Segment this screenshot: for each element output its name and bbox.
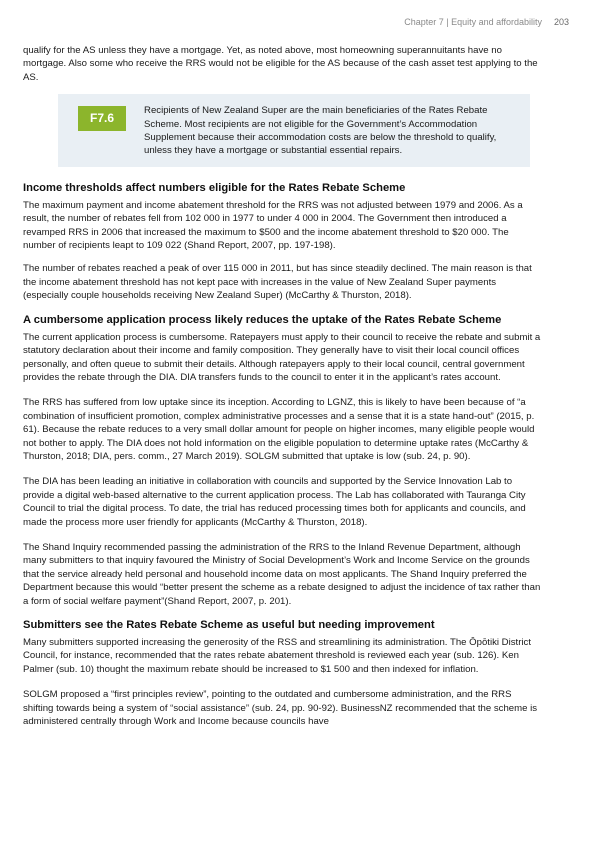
section-heading-income-thresholds: Income thresholds affect numbers eligible for the Rates Rebate Scheme (23, 181, 406, 194)
paragraph: The DIA has been leading an initiative in collaboration with councils and supported by the Service Innovation Lab to provide a digital web-based alternative to the current application process. The Lab has collaborated with Tauranga City Council to trial the digital process. To date, the trial has reduced processing times both for applicants and councils, and made the process more user friendly for applicants (McCarthy & Thurston, 2018). (23, 476, 526, 528)
page-number: 203 (553, 17, 569, 27)
paragraph: The RRS has suffered from low uptake since its inception. According to LGNZ, this is likely to have been because of “a combination of insufficient promotion, complex administrative processes and a sense that it is a state hand-out” (2015, p. 61). Because the rebate reduces to a very small dollar amount for people on higher incomes, many eligible people would not bother to apply. The DIA does not hold information on the eligible population to determine uptake rates (McCarthy & Thurston, 2018; DIA, pers. comm., 27 March 2019). SOLGM submitted that uptake is low (sub. 24, p. 90). (23, 397, 535, 462)
finding-text: Recipients of New Zealand Super are the main beneficiaries of the Rates Rebate Scheme. Most recipients are not eligible for the Government’s Accommodation Supplement because their accommodation costs are below the threshold to qualify, unless they have a mortgage or substantial essential repairs. (144, 105, 497, 157)
finding-label: F7.6 (78, 106, 126, 131)
intro-paragraph: qualify for the AS unless they have a mortgage. Yet, as noted above, most homeowning superannuitants have no mortgage. Also some who receive the RRS would not be eligible for the AS because of the cash asset test applying to the AS. (23, 45, 538, 83)
section-heading-application-process: A cumbersome application process likely reduces the uptake of the Rates Rebate Scheme (23, 313, 502, 326)
section-heading-submitters: Submitters see the Rates Rebate Scheme as useful but needing improvement (23, 619, 435, 631)
paragraph: Many submitters supported increasing the generosity of the RSS and streamlining its administration. The Ōpōtiki District Council, for instance, recommended that the rates rebate abatement threshold is reviewed each year (sub. 126). Ken Palmer (sub. 10) thought the maximum rebate should be increased to $1 500 and then indexed for inflation. (23, 637, 531, 675)
body-content (23, 44, 543, 738)
paragraph: The current application process is cumbersome. Ratepayers must apply to their council to receive the rebate and submit a statutory declaration about their income and family composition. They generally have to visit their local council offices personally, and often queue to submit their details. Although ratepayers apply to their local council, central government provides the rebate through the DIA. DIA transfers funds to the council to enter it in the applicant’s rates account. (23, 331, 541, 383)
finding-box (58, 94, 530, 167)
running-header (404, 17, 569, 27)
paragraph: SOLGM proposed a “first principles review”, pointing to the outdated and cumbersome administration, and the RRS shifting towards being a system of “social assistance” (sub. 24, pp. 90-92). BusinessNZ recommended that the scheme is administered centrally through Work and Income because councils have (23, 689, 538, 728)
paragraph: The Shand Inquiry recommended passing the administration of the RRS to the Inland Revenue Department, although many submitters to that inquiry favoured the Ministry of Social Development’s Work and Income Service on the grounds that the service already held personal and household income data on most applicants. The Shand Inquiry preferred the Department because this would “better present the scheme as a rebate designed to adjust the incidence of tax rather than a form of social welfare payment”(Shand Report, 2007, p. 201). (23, 541, 541, 607)
paragraph: The number of rebates reached a peak of over 115 000 in 2011, but has since steadily declined. The main reason is that the income abatement threshold has not kept pace with increases in the value of New Zealand Super payments (especially couple households receiving New Zealand Super) (McCarthy & Thurston, 2018). (23, 263, 532, 302)
running-title: Chapter 7 | Equity and affordability (404, 17, 542, 27)
paragraph: The maximum payment and income abatement threshold for the RRS was not adjusted between 1979 and 2006. As a result, the number of rebates fell from 102 000 in 1977 to under 4 000 in 2004. The Government then introduced a revamped RRS in 2006 that increased the maximum to $500 and the income abatement threshold to $20 000. The number of recipients leapt to 109 022 (Shand Report, 2007, pp. 197-198). (23, 199, 523, 252)
